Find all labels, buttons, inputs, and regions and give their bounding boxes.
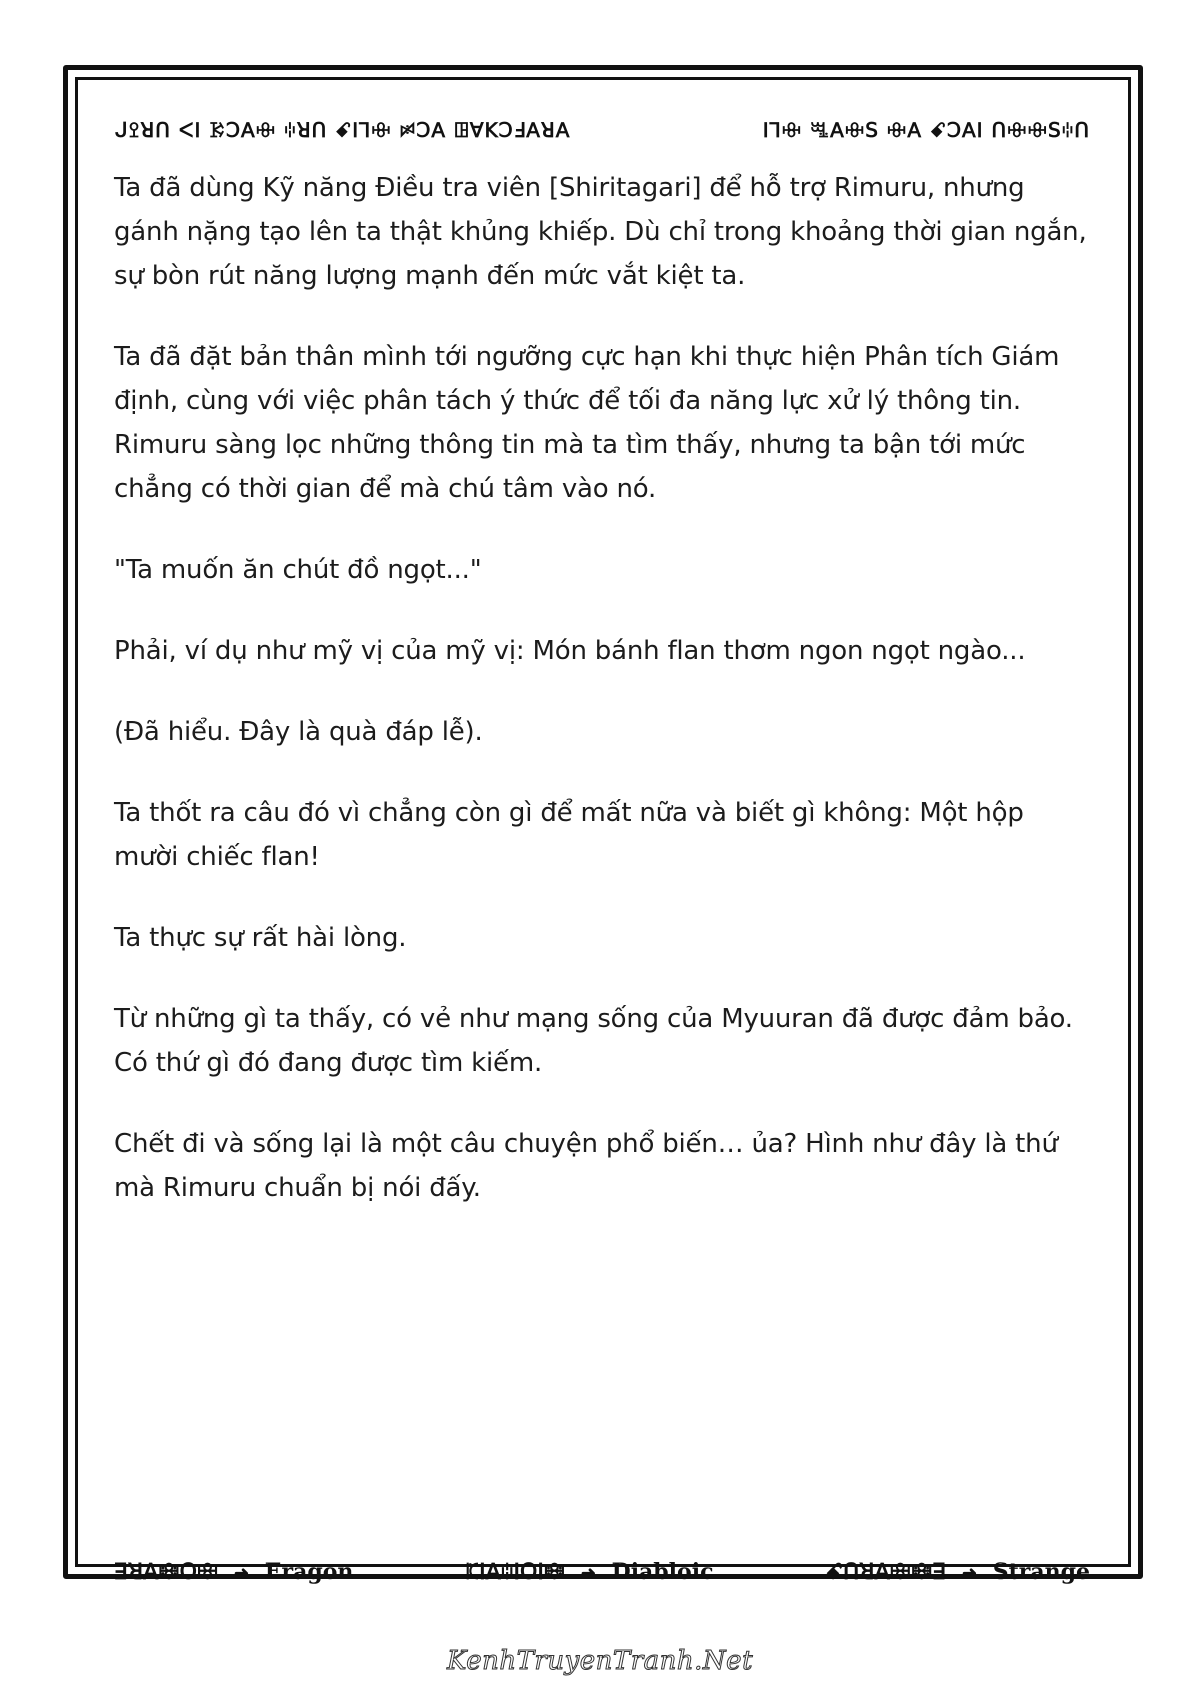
footer-item-strange xyxy=(826,1559,1090,1585)
paragraph: Phải, ví dụ như mỹ vị của mỹ vị: Món bánh flan thơm ngon ngọt ngào... xyxy=(114,636,1026,666)
arrow-icon: ➜ xyxy=(580,1563,596,1584)
footer-label: Eragon xyxy=(264,1559,354,1585)
paragraph: Từ những gì ta thấy, có vẻ như mạng sống của Myuuran đã được đảm bảo. Có thứ gì đó đang được tìm kiếm. xyxy=(114,1004,1073,1078)
paragraph: "Ta muốn ăn chút đồ ngọt..." xyxy=(114,555,482,585)
paragraph: Chết đi và sống lại là một câu chuyện phổ biến… ủa? Hình như đây là thứ mà Rimuru chuẩn bị nói đấy. xyxy=(114,1129,1058,1203)
footer-legend xyxy=(114,1552,1090,1592)
footer-glyph: ꗫꓲꓮꗺꓲꓳꓲꗴ xyxy=(465,1559,566,1585)
footer-glyph: ꗃꓵꓤꓮꗳꗴꓱ xyxy=(825,1559,947,1585)
paragraph: (Đã hiểu. Đây là quà đáp lễ). xyxy=(114,717,483,747)
arrow-icon: ➜ xyxy=(961,1563,978,1584)
footer-label: Diabloic xyxy=(611,1559,714,1585)
footer-label: Strange xyxy=(992,1559,1090,1585)
footer-glyph: ꓱꓤꓮꗴꓳꗳ xyxy=(114,1559,219,1585)
paragraph: Ta thốt ra câu đó vì chẳng còn gì để mất nữa và biết gì không: Một hộp mười chiếc flan! xyxy=(114,798,1024,872)
paragraph: Ta đã đặt bản thân mình tới ngưỡng cực hạn khi thực hiện Phân tích Giám định, cùng với việc phân tách ý thức để tối đa năng lực xử lý thông tin. Rimuru sàng lọc những thông tin mà ta tìm thấy, nhưng ta bận tới mức chẳng có thời gian để mà chú tâm vào nó. xyxy=(114,342,1060,504)
footer-item-diabloic xyxy=(466,1559,714,1585)
arrow-icon: ➜ xyxy=(233,1563,250,1584)
body-text xyxy=(114,166,1090,1247)
footer-item-eragon xyxy=(114,1559,353,1585)
watermark: KenhTruyenTranh.Net xyxy=(446,1646,754,1676)
paragraph: Ta thực sự rất hài lòng. xyxy=(114,923,407,953)
paragraph: Ta đã dùng Kỹ năng Điều tra viên [Shiritagari] để hỗ trợ Rimuru, nhưng gánh nặng tạo lên ta thật khủng khiếp. Dù chỉ trong khoảng thời gian ngắn, sự bòn rút năng lượng mạnh đến mức vắt kiệt ta. xyxy=(114,173,1087,291)
header-cipher-right: ꓲꓶꗳ ꗆꓮꗳꓢ ꗳꓮ ꗃꓛꓮꓲ ꓵꗳꗳꓢꗺꓵ xyxy=(762,118,1090,142)
header-cipher-left: ᒍꔌꓤꓵ ᐸꓲ ꗣꓛꓮꗳ ꗺꓤꓵ ꗃꓲꓶꗳ ꗰꓛꓮ ꖸꓯꓗꓛꓞꓮꓤꓮ xyxy=(115,118,571,142)
